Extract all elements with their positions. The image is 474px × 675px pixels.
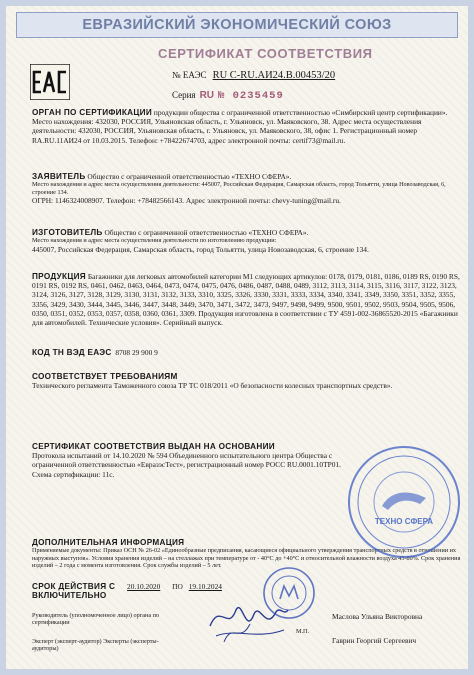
eac-logo-icon — [30, 64, 70, 100]
basis-scheme: Схема сертификации: 11с. — [32, 469, 115, 479]
head-name-block — [332, 612, 468, 621]
product-section — [32, 272, 464, 327]
basis-heading: СЕРТИФИКАТ СООТВЕТСТВИЯ ВЫДАН НА ОСНОВАНИИ — [32, 442, 275, 451]
manufacturer-section — [32, 228, 464, 254]
validity-heading: СРОК ДЕЙСТВИЯ С — [32, 582, 116, 591]
expert-name-block — [332, 636, 468, 645]
product-heading: ПРОДУКЦИЯ — [32, 272, 86, 281]
certificate-number — [172, 70, 335, 81]
certification-stamp-icon — [262, 566, 316, 620]
applicant-sub: Место нахождения и адрес места осуществления деятельности: 445007, Российская Федерация, Самарская область, город Тольятти, улица Новозаводская, 6, строение 134. — [32, 181, 446, 196]
validity-inclusive: ВКЛЮЧИТЕЛЬНО — [32, 591, 107, 601]
series-number: № 0235459 — [218, 90, 284, 102]
organ-line1: продукции общества с ограниченной ответственностью — [153, 108, 330, 117]
applicant-heading: ЗАЯВИТЕЛЬ — [32, 172, 86, 181]
number-label: № ЕАЭС — [172, 70, 207, 80]
requirements-section — [32, 372, 464, 390]
head-name: Маслова Ульяна Викторовна — [332, 612, 423, 621]
manufacturer-addr: 445007, Российская Федерация, Самарская область, город Тольятти, улица Новозаводская, 6, строение 134. — [32, 244, 369, 254]
organ-heading: ОРГАН ПО СЕРТИФИКАЦИИ — [32, 108, 153, 117]
manufacturer-body: Общество с ограниченной ответственностью «ТЕХНО СФЕРА». — [104, 228, 309, 237]
series-code: RU — [199, 90, 215, 101]
expert-label: Эксперт (эксперт-аудитор) Эксперты (эксперты-аудиторы) — [32, 638, 159, 653]
code-line — [32, 348, 464, 357]
organ-body: «Симбирский центр сертификации». Место нахождения: 432030, РОССИЯ, Ульяновская область, г. Ульяновск, ул. Маяковского, 38. Адрес места осуществления деятельности: 432030, РОССИЯ, Ульяновская область, г. Ульяновск, ул. Маяковского, 38, офис 1. Регистрационный номер RA.RU.11АИ24 от 10.03.2015. Телефон: +78422674703, адрес электронной почты: certif73@mail.ru. — [32, 108, 448, 145]
requirements-body: Технического регламента Таможенного союза ТР ТС 018/2011 «О безопасности колесных транспортных средств». — [32, 381, 393, 391]
manufacturer-sub: Место нахождения и адрес места осуществления деятельности по изготовлению продукции: — [32, 237, 277, 245]
stamp-text: ТЕХНО СФЕРА — [374, 517, 434, 526]
product-body: Багажники для легковых автомобилей категории М1 следующих артикулов: 0178, 0179, 0181, 0186, 0189 RS, 0190 RS, 0191 RS, 0192 RS, 0461, 0462, 0463, 0464, 0473, 0474, 0475, 0476, 0486, 0487, 0488, 0489, 3112, 3113, 3114, 3115, 3116, 3117, 3122, 3123, 3124, 3126, 3127, 3128, 3129, 3130, 3131, 3132, 3133, 3310, 3325, 3326, 3330, 3331, 3333, 3334, 3340, 3341, 3349, 3350, 3351, 3352, 3355, 3356, 3429, 3430, 3444, 3445, 3446, 3447, 3448, 3449, 3470, 3471, 3472, 3473, 9497, 9498, 9499, 9500, 9501, 9502, 9503, 9504, 9505, 9506, 0350, 0351, 0352, 0353, 0357, 0358, 0360, 0361, 3309. Продукция изготовлена в соответствии с ТУ 4591-002-36865520-2015 «Багажники для автомобилей. Технические условия». Серийный выпуск. — [32, 272, 460, 328]
expert-signature-label — [32, 638, 162, 653]
certificate-title: СЕРТИФИКАТ СООТВЕТСТВИЯ — [158, 46, 373, 61]
series-label: Серия — [172, 90, 196, 100]
validity-to-label: ПО — [172, 582, 183, 591]
code-label: КОД ТН ВЭД ЕАЭС — [32, 348, 112, 357]
applicant-section — [32, 172, 464, 205]
basis-section — [32, 442, 352, 479]
mp-block — [296, 628, 326, 635]
applicant-body: Общество с ограниченной ответственностью «ТЕХНО СФЕРА». — [87, 172, 292, 181]
number-value: RU C-RU.АИ24.В.00453/20 — [212, 70, 336, 81]
code-value: 8708 29 900 9 — [115, 348, 158, 357]
head-label: Руководитель (уполномоченное лицо) органа по сертификации — [32, 612, 160, 627]
basis-body: Протокола испытаний от 14.10.2020 № 594 Объединенного испытательного центра Общества с ограниченной ответственностью «ЕвразэсТест», регистрационный номер РОСС RU.0001.10ТР01. — [32, 451, 341, 470]
additional-body: Применяемые документы: Приказ ОСН № 26-02 «Единообразные предписания, касающиеся официального утверждения транспортных средств в отношении их наружных выступов». Условия хранения изделий – на стеллажах при температуре от - 40°С до +40°С и относительной влажности воздуха 45-80%. Срок хранения изделий – 2 года с момента изготовления. Срок службы изделий – 5 лет. — [32, 547, 461, 570]
company-stamp-icon — [346, 444, 462, 560]
applicant-contact: ОГРН: 1146324008907. Телефон: +78482566143. Адрес электронной почты: chevy-tuning@mail.ru. — [32, 196, 341, 206]
additional-heading: ДОПОЛНИТЕЛЬНАЯ ИНФОРМАЦИЯ — [32, 538, 185, 547]
validity-from: 20.10.2020 — [127, 582, 161, 591]
head-signature-label — [32, 612, 162, 627]
validity-to: 19.10.2024 — [188, 582, 222, 591]
manufacturer-heading: ИЗГОТОВИТЕЛЬ — [32, 228, 103, 237]
organ-section — [32, 108, 464, 145]
mp-label: М.П. — [296, 628, 310, 635]
union-header-text: ЕВРАЗИЙСКИЙ ЭКОНОМИЧЕСКИЙ СОЮЗ — [82, 17, 392, 33]
requirements-heading: СООТВЕТСТВУЕТ ТРЕБОВАНИЯМ — [32, 372, 178, 381]
union-header — [16, 12, 458, 38]
expert-name: Гаврин Георгий Сергеевич — [332, 636, 417, 645]
series-line — [172, 90, 284, 102]
